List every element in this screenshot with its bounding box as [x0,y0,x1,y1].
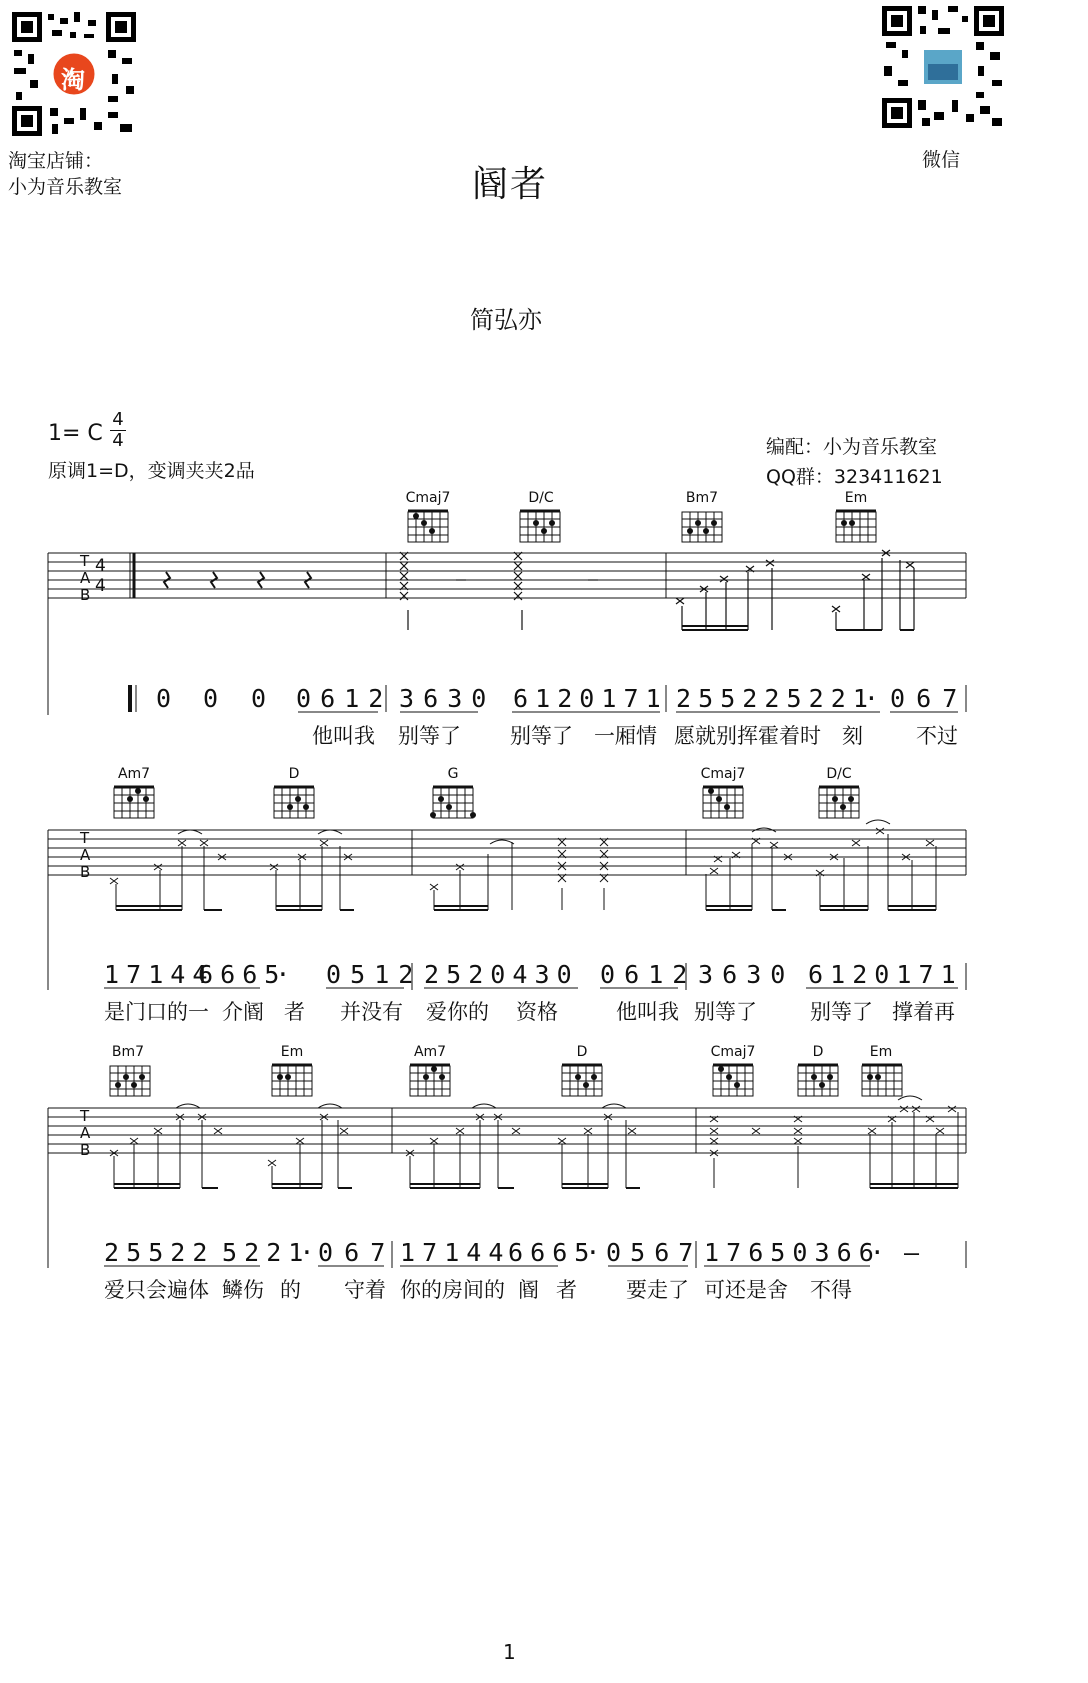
jianpu-note: 3 6 3 0 [399,684,484,713]
chord-name: Em [869,1044,893,1060]
chord-name: G [447,766,459,782]
tab-letter: T [80,829,90,847]
time-signature-bottom: 4 [112,430,124,451]
taobao-qr-code [8,8,140,140]
lyric: 资格 [516,1000,558,1024]
chord-name: D [288,766,300,782]
jianpu-note: 0 6 7 [318,1238,384,1267]
lyric: 介阍 [222,1000,264,1024]
jianpu-note: 6 6 6 5· [508,1238,597,1267]
shop-label: 淘宝店铺： [8,150,104,172]
jianpu-note: 2 5 2 0 4 3 0 [424,960,568,989]
chord-name: Am7 [117,766,151,782]
lyric: 愿就别挥霍着时 [674,724,821,748]
taobao-logo-text: 淘 [61,66,85,94]
jianpu-note: 3 6 3 0 [698,960,783,989]
chord-name: Am7 [413,1044,447,1060]
artist-name: 简弘亦 [470,306,542,334]
jianpu-note: 0 6 1 2 [296,684,381,713]
system-1 [0,480,1088,750]
page-title: 阍者 [472,164,549,205]
jianpu-note: 0 [251,684,267,713]
capo-note: 原调1=D，变调夹夹2品 [48,460,255,482]
lyric: 鳞伤 [222,1278,264,1302]
chord-name: Cmaj7 [710,1044,756,1060]
lyric: 他叫我 [616,1000,679,1024]
lyric: 并没有 [340,1000,403,1024]
jianpu-note: 1 7 6 5 0 3 6 6· [704,1238,881,1267]
lyric: 别等了 [398,724,461,748]
jianpu-note: 0 [203,684,219,713]
wechat-label: 微信 [922,149,961,171]
arranger: 编配：小为音乐教室 [766,436,938,458]
chord-name: Bm7 [685,490,719,506]
jianpu-note: 1 7 1 4 4 [400,1238,500,1267]
jianpu-note: 0 [156,684,172,713]
chord-diagram [836,511,876,542]
lyric: 爱你的 [426,1000,489,1024]
lyric: 者 [284,1000,305,1024]
lyric: 刻 [842,724,863,748]
tab-letter: A [80,846,91,864]
system-2 [0,758,1088,1028]
chord-name: D [576,1044,588,1060]
chord-name: D [812,1044,824,1060]
chord-diagram [682,512,722,542]
chord-name: D/C [528,490,554,506]
time-signature [108,410,128,451]
page-number: 1 [503,1640,516,1664]
chord-name: Cmaj7 [700,766,746,782]
chord-name: Em [280,1044,304,1060]
jianpu-note: 1 7 1 4 4 [104,960,204,989]
lyric: 守着 [344,1278,386,1302]
jianpu-note: 0 5 1 2 [326,960,411,989]
jianpu-note: 0 6 1 2 [600,960,685,989]
jianpu-note: 6 1 2 0 1 7 1 [808,960,952,989]
jianpu-note: 0 6 7 [890,684,956,713]
tab-letter: A [80,569,91,587]
tab-letter: T [80,552,90,570]
lyric: 他叫我 [312,724,375,748]
lyric: 你的房间的 [400,1278,505,1302]
system-3 [0,1036,1088,1306]
tab-letter: B [80,863,91,881]
key-signature: 1= C [48,421,103,446]
lyric: 可还是舍 [704,1278,788,1302]
chord-name: Bm7 [111,1044,145,1060]
lyric: 不过 [916,724,958,748]
jianpu-note: 0 5 6 7 [606,1238,691,1267]
jianpu-note: 2 5 5 2 2 [104,1238,204,1267]
lyric: 不得 [810,1278,852,1302]
lyric: 爱只会遍体 [104,1278,209,1302]
time-sig-tab: 4 4 [95,556,106,596]
jianpu-note: — [904,1238,920,1267]
tab-letter: B [80,1141,91,1159]
lyric: 者 [556,1278,577,1302]
lyric: 别等了 [510,724,573,748]
chord-diagram [520,511,560,542]
wechat-qr-code [878,2,1008,132]
time-signature-top: 4 [112,409,124,430]
tab-letter: A [80,1124,91,1142]
jianpu-row [0,960,1088,1000]
lyric: 阍 [518,1278,539,1302]
jianpu-row [0,1238,1088,1278]
chord-name: Em [844,490,868,506]
jianpu-note: 6 1 2 0 1 7 1 [513,684,657,713]
qq-group: QQ群：323411621 [766,466,943,488]
jianpu-note: 6 6 6 5· [198,960,287,989]
chord-name: Cmaj7 [405,490,451,506]
shop-name: 小为音乐教室 [8,176,123,198]
lyric: 别等了 [810,1000,873,1024]
lyric: 是门口的一 [104,1000,209,1024]
chord-name: D/C [826,766,852,782]
tab-letter: B [80,586,91,604]
jianpu-row [0,684,1088,724]
lyric: 撑着再 [892,1000,955,1024]
lyric: 要走了 [626,1278,689,1302]
jianpu-note: 2 5 5 2 2 5 2 2 1· [676,684,875,713]
lyric: 别等了 [694,1000,757,1024]
tab-letter: T [80,1107,90,1125]
jianpu-note: 5 2 2 1· [222,1238,311,1267]
lyric: 一厢情 [594,724,657,748]
lyric: 的 [280,1278,301,1302]
